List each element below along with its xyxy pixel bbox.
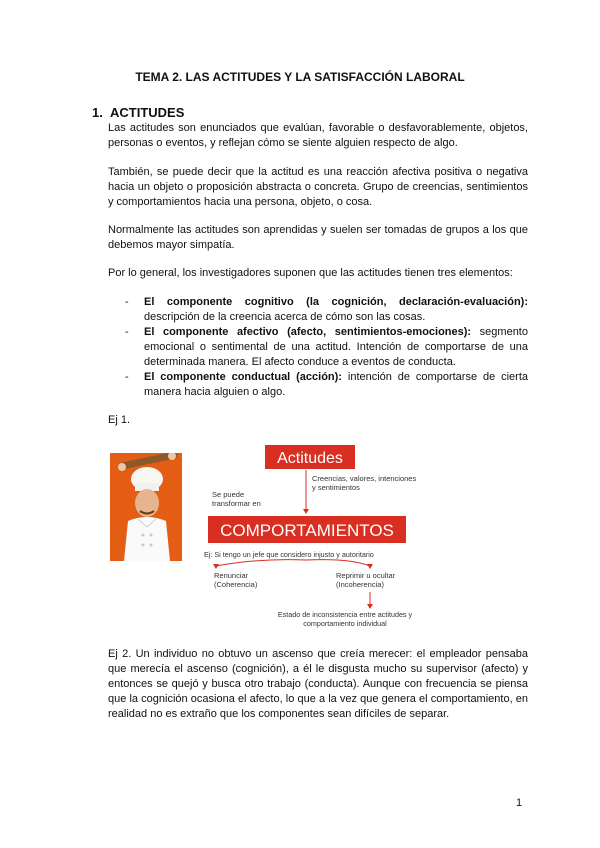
bullet-dash: - xyxy=(125,371,129,383)
list-item-text: intención de comportarse de cierta manera hacia alguien o algo. xyxy=(144,371,528,398)
beliefs-note: Creencias, valores, intenciones y sentimientos xyxy=(312,474,417,492)
incoherencia-label: (Incoherencia) xyxy=(336,580,384,589)
attitudes-diagram xyxy=(200,440,420,640)
example-2-paragraph: Ej 2. Un individuo no obtuvo un ascenso que creía merecer: el empleador pensaba que merecía el ascenso (cognición), a él le disgusta mucho su supervisor (afecto) y entonces se quejó y busca otro trabajo (conducta). Aunque con frecuencia se piensa que la cognición ocasiona el afecto, lo que a la vez que genera el comportamiento, en realidad no es extraño que los componentes sean difíciles de separar. xyxy=(108,648,528,720)
coherencia-label: (Coherencia) xyxy=(214,580,258,589)
components-list xyxy=(108,295,528,400)
list-item xyxy=(108,325,528,370)
bullet-dash: - xyxy=(125,326,129,338)
bullet-dash: - xyxy=(125,296,129,308)
list-item-heading: El componente cognitivo (la cognición, declaración-evaluación): xyxy=(144,296,528,308)
reprimir-label: Reprimir u ocultar xyxy=(336,571,396,580)
inconsistency-note: Estado de inconsistencia entre actitudes y comportamiento individual xyxy=(277,610,413,628)
renunciar-label: Renunciar xyxy=(214,571,249,580)
chef-image xyxy=(110,453,182,561)
arrow-head xyxy=(303,509,309,514)
arrow-head xyxy=(367,564,373,569)
section-title: ACTITUDES xyxy=(110,105,185,120)
example-note: Ej: Si tengo un jefe que considero injusto y autoritario xyxy=(204,550,374,559)
paragraph-definition: Las actitudes son enunciados que evalúan, favorable o desfavorablemente, objetos, personas o eventos, y reflejan cómo se siente alguien respecto de algo. xyxy=(108,122,528,149)
list-item-text: segmento emocional o sentimental de una actitud. Intención de comportarse de una determinada manera. El afecto conduce a eventos de conducta. xyxy=(144,326,528,368)
branch-curve xyxy=(216,560,370,566)
arrow-head xyxy=(367,604,373,609)
list-item-text: descripción de la creencia acerca de cómo son las cosas. xyxy=(144,311,426,323)
paragraph-elements: Por lo general, los investigadores suponen que las actitudes tienen tres elementos: xyxy=(108,267,513,279)
actitudes-label: Actitudes xyxy=(277,450,343,467)
paragraph-learned: Normalmente las actitudes son aprendidas y suelen ser tomadas de grupos a los que debemos mayor simpatía. xyxy=(108,224,528,251)
section-number: 1. xyxy=(92,105,103,120)
list-item-heading: El componente conductual (acción): xyxy=(144,371,342,383)
transform-note: Se puede transformar en xyxy=(212,490,261,508)
example-1-label: Ej 1. xyxy=(108,414,131,426)
page-number: 1 xyxy=(516,797,523,809)
list-item-heading: El componente afectivo (afecto, sentimientos-emociones): xyxy=(144,326,472,338)
section-heading xyxy=(92,105,184,120)
document-title: TEMA 2. LAS ACTITUDES Y LA SATISFACCIÓN LABORAL xyxy=(135,70,465,84)
list-item xyxy=(108,295,528,325)
list-item xyxy=(108,370,528,400)
paragraph-affective: También, se puede decir que la actitud es una reacción afectiva positiva o negativa hacia un objeto o proposición abstracta o concreta. Grupo de creencias, sentimientos y comportamientos hacia una persona, objeto, o cosa. xyxy=(108,166,528,208)
comportamientos-label: COMPORTAMIENTOS xyxy=(220,521,394,540)
arrow-head xyxy=(213,564,219,569)
chef-illustration xyxy=(110,453,182,561)
